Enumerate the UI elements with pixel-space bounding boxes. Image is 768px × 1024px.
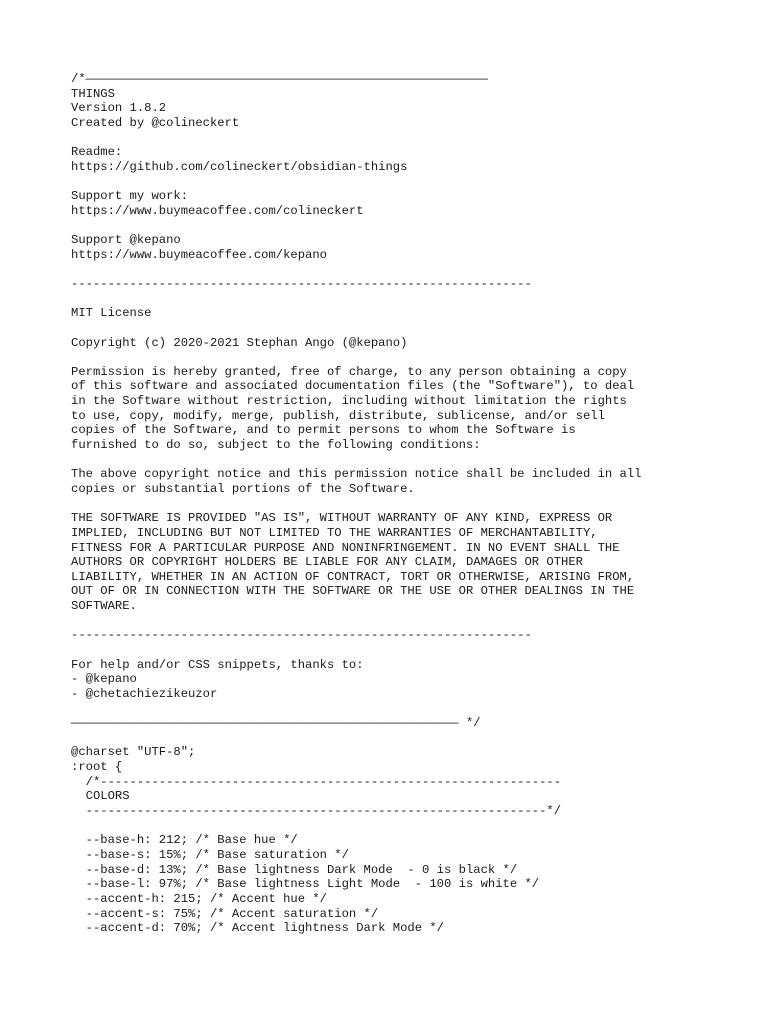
- text-line: OUT OF OR IN CONNECTION WITH THE SOFTWARE OR THE USE OR OTHER DEALINGS IN THE: [71, 584, 635, 599]
- text-line: Created by @colineckert: [71, 115, 240, 130]
- blank-line: [71, 174, 751, 189]
- blank-line: [71, 350, 751, 365]
- text-line: ---------------------------------------------------------------: [71, 276, 532, 291]
- text-line: /*---------------------------------------------------------------: [71, 774, 562, 789]
- text-line: Support my work:: [71, 189, 189, 204]
- text-line: --base-d: 13%; /* Base lightness Dark Mode - 0 is black */: [71, 862, 518, 877]
- blank-line: [71, 731, 751, 746]
- text-line: - @kepano: [71, 672, 137, 687]
- blank-line: [71, 614, 751, 629]
- blank-line: [71, 218, 751, 233]
- text-line: Version 1.8.2: [71, 101, 167, 116]
- text-line: Permission is hereby granted, free of charge, to any person obtaining a copy: [71, 364, 627, 379]
- text-line: /*———————————————————————————————————————————————————————: [71, 72, 488, 86]
- text-line: to use, copy, modify, merge, publish, distribute, sublicense, and/or sell: [71, 408, 605, 423]
- text-line: THE SOFTWARE IS PROVIDED "AS IS", WITHOUT WARRANTY OF ANY KIND, EXPRESS OR: [71, 511, 613, 526]
- text-line: - @chetachiezikeuzor: [71, 686, 218, 701]
- text-line: :root {: [71, 760, 123, 775]
- text-line: ---------------------------------------------------------------: [71, 628, 532, 643]
- blank-line: [71, 497, 751, 512]
- text-line: https://www.buymeacoffee.com/colineckert: [71, 203, 364, 218]
- text-line: AUTHORS OR COPYRIGHT HOLDERS BE LIABLE FOR ANY CLAIM, DAMAGES OR OTHER: [71, 555, 583, 570]
- blank-line: [71, 321, 751, 336]
- text-line: MIT License: [71, 306, 152, 321]
- text-line: https://github.com/colineckert/obsidian-things: [71, 159, 408, 174]
- text-line: @charset "UTF-8";: [71, 745, 196, 760]
- text-line: For help and/or CSS snippets, thanks to:: [71, 657, 364, 672]
- blank-line: [71, 453, 751, 468]
- text-line: ---------------------------------------------------------------*/: [71, 804, 562, 819]
- text-line: ————————————————————————————————————————————————————— */: [71, 716, 481, 731]
- text-line: IMPLIED, INCLUDING BUT NOT LIMITED TO THE WARRANTIES OF MERCHANTABILITY,: [71, 525, 598, 540]
- text-line: Support @kepano: [71, 233, 181, 248]
- text-line: THINGS: [71, 86, 115, 101]
- document-text: [71, 72, 751, 936]
- blank-line: [71, 643, 751, 658]
- text-line: in the Software without restriction, including without limitation the rights: [71, 394, 627, 409]
- blank-line: [71, 292, 751, 307]
- text-line: --accent-s: 75%; /* Accent saturation */: [71, 906, 379, 921]
- blank-line: [71, 702, 751, 717]
- text-line: https://www.buymeacoffee.com/kepano: [71, 247, 327, 262]
- text-line: FITNESS FOR A PARTICULAR PURPOSE AND NONINFRINGEMENT. IN NO EVENT SHALL THE: [71, 540, 620, 555]
- text-line: --base-h: 212; /* Base hue */: [71, 833, 298, 848]
- text-line: copies of the Software, and to permit persons to whom the Software is: [71, 423, 576, 438]
- text-line: Copyright (c) 2020-2021 Stephan Ango (@kepano): [71, 335, 408, 350]
- blank-line: [71, 262, 751, 277]
- blank-line: [71, 819, 751, 834]
- text-line: --accent-h: 215; /* Accent hue */: [71, 891, 327, 906]
- text-line: COLORS: [71, 789, 130, 804]
- text-line: --accent-d: 70%; /* Accent lightness Dark Mode */: [71, 921, 444, 936]
- text-line: --base-l: 97%; /* Base lightness Light Mode - 100 is white */: [71, 877, 540, 892]
- text-line: --base-s: 15%; /* Base saturation */: [71, 847, 349, 862]
- text-line: of this software and associated documentation files (the "Software"), to deal: [71, 379, 635, 394]
- text-line: The above copyright notice and this permission notice shall be included in all: [71, 467, 642, 482]
- text-line: furnished to do so, subject to the following conditions:: [71, 438, 481, 453]
- text-line: Readme:: [71, 145, 123, 160]
- text-line: LIABILITY, WHETHER IN AN ACTION OF CONTRACT, TORT OR OTHERWISE, ARISING FROM,: [71, 569, 635, 584]
- blank-line: [71, 131, 751, 146]
- text-line: copies or substantial portions of the Software.: [71, 481, 415, 496]
- text-line: SOFTWARE.: [71, 599, 137, 614]
